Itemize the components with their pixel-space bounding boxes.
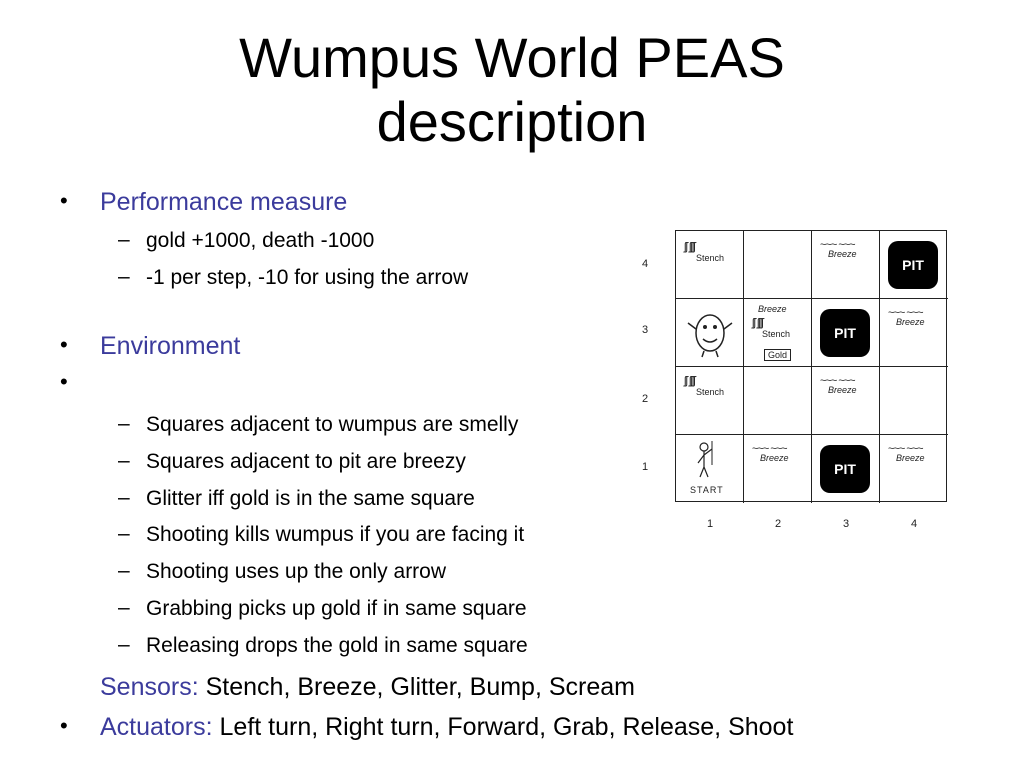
bullet-icon: •	[60, 188, 68, 213]
actuators-value: Left turn, Right turn, Forward, Grab, Release, Shoot	[219, 713, 794, 741]
breeze-squiggle-icon: ~~~ ~~~	[820, 239, 855, 251]
breeze-squiggle-icon: ~~~ ~~~	[752, 443, 787, 455]
environment-item: Shooting uses up the only arrow	[146, 560, 447, 583]
bullet-icon: •	[60, 332, 68, 357]
cell-1-4	[676, 231, 744, 299]
cell-3-2	[812, 367, 880, 435]
cell-2-4	[744, 231, 812, 299]
dash-icon: –	[118, 412, 130, 435]
col-label: 4	[911, 518, 918, 530]
start-label: START	[690, 485, 724, 495]
cell-3-4	[812, 231, 880, 299]
wumpus-world-grid-figure	[630, 228, 960, 538]
stench-label: Stench	[696, 387, 725, 397]
wumpus-icon	[676, 299, 744, 367]
sensors-line	[100, 672, 635, 702]
pit-icon: PIT	[820, 309, 870, 357]
row-label: 3	[642, 324, 649, 336]
stench-squiggle-icon: ʃʃ ʃʃʃʃ	[684, 375, 695, 387]
cell-4-4	[880, 231, 948, 299]
dash-icon: –	[118, 265, 130, 288]
bullet-icon: •	[60, 369, 68, 394]
performance-item: gold +1000, death -1000	[146, 229, 375, 252]
sensors-value: Stench, Breeze, Glitter, Bump, Scream	[205, 673, 635, 701]
wumpus-grid	[675, 230, 947, 502]
breeze-label: Breeze	[828, 385, 857, 395]
performance-item: -1 per step, -10 for using the arrow	[146, 266, 469, 289]
breeze-label: Breeze	[758, 304, 787, 314]
breeze-squiggle-icon: ~~~ ~~~	[888, 307, 923, 319]
breeze-squiggle-icon: ~~~ ~~~	[888, 443, 923, 455]
col-label: 2	[775, 518, 782, 530]
cell-3-3	[812, 299, 880, 367]
environment-heading: Environment	[100, 332, 241, 360]
pit-icon: PIT	[888, 241, 938, 289]
dash-icon: –	[118, 522, 130, 545]
stench-squiggle-icon: ʃʃ ʃʃʃʃ	[752, 317, 763, 329]
col-label: 1	[707, 518, 714, 530]
actuators-line	[100, 712, 793, 742]
breeze-label: Breeze	[896, 453, 925, 463]
environment-item: Squares adjacent to pit are breezy	[146, 450, 466, 473]
environment-item: Grabbing picks up gold if in same square	[146, 597, 527, 620]
dash-icon: –	[118, 559, 130, 582]
environment-item: Squares adjacent to wumpus are smelly	[146, 413, 519, 436]
cell-4-2	[880, 367, 948, 435]
stench-label: Stench	[762, 329, 791, 339]
breeze-label: Breeze	[760, 453, 789, 463]
sensors-label: Sensors:	[100, 673, 199, 701]
slide-title	[0, 26, 1024, 154]
environment-item: Glitter iff gold is in the same square	[146, 487, 475, 510]
pit-icon: PIT	[820, 445, 870, 493]
row-label: 1	[642, 461, 649, 473]
agent-icon	[676, 435, 744, 485]
cell-2-2	[744, 367, 812, 435]
row-label: 2	[642, 393, 649, 405]
environment-item: Shooting kills wumpus if you are facing it	[146, 523, 525, 546]
cell-4-1	[880, 435, 948, 503]
bullet-icon: •	[60, 713, 68, 738]
cell-2-1	[744, 435, 812, 503]
col-label: 3	[843, 518, 850, 530]
stench-squiggle-icon: ʃʃ ʃʃʃʃ	[684, 241, 695, 253]
performance-heading: Performance measure	[100, 188, 348, 216]
gold-label: Gold	[764, 349, 791, 361]
cell-1-3	[676, 299, 744, 367]
cell-1-1	[676, 435, 744, 503]
slide-title-line-2: description	[376, 90, 648, 153]
actuators-label: Actuators:	[100, 713, 213, 741]
cell-4-3	[880, 299, 948, 367]
dash-icon: –	[118, 596, 130, 619]
cell-2-3	[744, 299, 812, 367]
breeze-squiggle-icon: ~~~ ~~~	[820, 375, 855, 387]
cell-3-1	[812, 435, 880, 503]
cell-1-2	[676, 367, 744, 435]
dash-icon: –	[118, 228, 130, 251]
breeze-label: Breeze	[896, 317, 925, 327]
dash-icon: –	[118, 449, 130, 472]
breeze-label: Breeze	[828, 249, 857, 259]
environment-item: Releasing drops the gold in same square	[146, 634, 528, 657]
stench-label: Stench	[696, 253, 725, 263]
slide-title-line-1: Wumpus World PEAS	[239, 26, 785, 89]
row-label: 4	[642, 258, 649, 270]
dash-icon: –	[118, 633, 130, 656]
dash-icon: –	[118, 486, 130, 509]
